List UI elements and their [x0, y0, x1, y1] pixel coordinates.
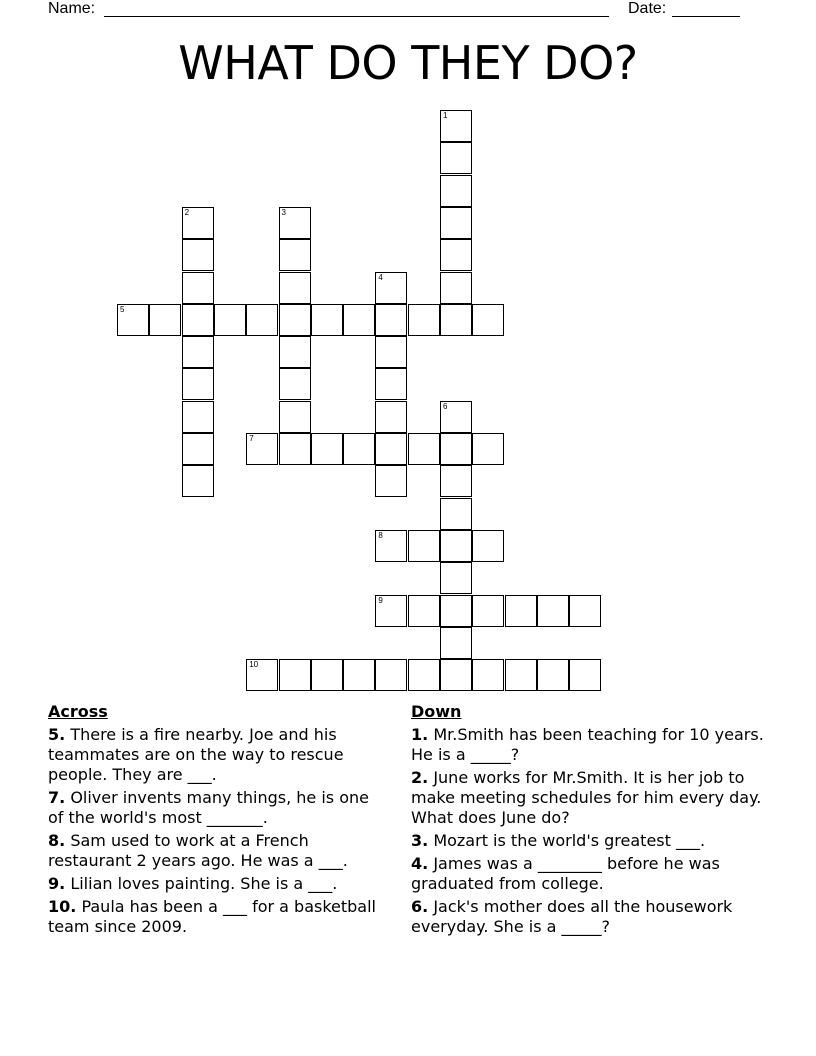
grid-cell[interactable] — [375, 304, 407, 336]
grid-cell[interactable] — [279, 659, 311, 691]
grid-cell[interactable] — [440, 401, 472, 433]
clue-number: 4 — [378, 272, 383, 282]
down-heading: Down — [411, 702, 462, 721]
grid-cell[interactable] — [311, 659, 343, 691]
clue-number: 9 — [378, 595, 383, 605]
clue-down-3: 3. Mozart is the world's greatest ___. — [411, 831, 706, 850]
grid-cell[interactable] — [182, 465, 214, 497]
name-label: Name: — [48, 0, 96, 17]
grid-cell[interactable] — [408, 433, 440, 465]
grid-cell[interactable] — [343, 433, 375, 465]
grid-cell[interactable] — [279, 272, 311, 304]
grid-cell[interactable] — [440, 175, 472, 207]
clue-number: 3 — [281, 207, 286, 217]
grid-cell[interactable] — [311, 433, 343, 465]
grid-cell[interactable] — [375, 530, 407, 562]
page-title: WHAT DO THEY DO? — [178, 36, 638, 90]
grid-cell[interactable] — [182, 272, 214, 304]
grid-cell[interactable] — [440, 465, 472, 497]
clue-down-6: 6. Jack's mother does all the housework everyday. She is a _____? — [411, 897, 733, 936]
grid-cell[interactable] — [375, 401, 407, 433]
grid-cell[interactable] — [440, 272, 472, 304]
grid-cell[interactable] — [375, 659, 407, 691]
grid-cell[interactable] — [505, 595, 537, 627]
grid-cell[interactable] — [505, 659, 537, 691]
grid-cell[interactable] — [440, 562, 472, 594]
grid-cell[interactable] — [408, 530, 440, 562]
grid-cell[interactable] — [440, 627, 472, 659]
clue-number: 10 — [249, 660, 259, 670]
grid-cell[interactable] — [117, 304, 149, 336]
grid-cell[interactable] — [472, 659, 504, 691]
grid-cell[interactable] — [279, 368, 311, 400]
down-clues — [411, 702, 771, 940]
across-clues — [48, 702, 388, 940]
grid-cell[interactable] — [569, 659, 601, 691]
grid-cell[interactable] — [472, 433, 504, 465]
grid-cell[interactable] — [375, 595, 407, 627]
clue-down-2: 2. June works for Mr.Smith. It is her job to make meeting schedules for him every day. What does June do? — [411, 768, 762, 827]
grid-cell[interactable] — [246, 433, 278, 465]
grid-cell[interactable] — [440, 239, 472, 271]
grid-cell[interactable] — [440, 498, 472, 530]
clue-down-1: 1. Mr.Smith has been teaching for 10 years. He is a _____? — [411, 725, 764, 764]
grid-cell[interactable] — [279, 401, 311, 433]
across-heading: Across — [48, 702, 108, 721]
clue-down-4: 4. James was a ________ before he was graduated from college. — [411, 854, 720, 893]
grid-cell[interactable] — [440, 304, 472, 336]
grid-cell[interactable] — [214, 304, 246, 336]
grid-cell[interactable] — [279, 207, 311, 239]
grid-cell[interactable] — [375, 433, 407, 465]
clue-number: 6 — [443, 401, 448, 411]
grid-cell[interactable] — [182, 304, 214, 336]
clue-across-8: 8. Sam used to work at a French restaurant 2 years ago. He was a ___. — [48, 831, 348, 870]
grid-cell[interactable] — [569, 595, 601, 627]
grid-cell[interactable] — [279, 336, 311, 368]
grid-cell[interactable] — [182, 433, 214, 465]
grid-cell[interactable] — [311, 304, 343, 336]
grid-cell[interactable] — [472, 530, 504, 562]
clue-number: 8 — [378, 530, 383, 540]
grid-cell[interactable] — [375, 336, 407, 368]
grid-cell[interactable] — [182, 336, 214, 368]
grid-cell[interactable] — [182, 368, 214, 400]
grid-cell[interactable] — [375, 272, 407, 304]
clue-number: 2 — [184, 207, 190, 217]
clue-number: 7 — [249, 434, 254, 443]
clue-across-9: 9. Lilian loves painting. She is a ___. — [48, 874, 338, 893]
clue-number: 1 — [443, 111, 448, 120]
grid-cell[interactable] — [182, 401, 214, 433]
grid-cell[interactable] — [440, 659, 472, 691]
grid-cell[interactable] — [472, 595, 504, 627]
grid-cell[interactable] — [343, 304, 375, 336]
grid-cell[interactable] — [375, 465, 407, 497]
date-label: Date: — [628, 0, 667, 17]
grid-cell[interactable] — [408, 304, 440, 336]
grid-cell[interactable] — [537, 659, 569, 691]
clue-across-10: 10. Paula has been a ___ for a basketball team since 2009. — [48, 897, 376, 936]
grid-cell[interactable] — [343, 659, 375, 691]
grid-cell[interactable] — [472, 304, 504, 336]
grid-cell[interactable] — [279, 304, 311, 336]
grid-cell[interactable] — [537, 595, 569, 627]
grid-cell[interactable] — [182, 239, 214, 271]
clue-across-7: 7. Oliver invents many things, he is one of the world's most _______. — [48, 788, 369, 827]
grid-cell[interactable] — [149, 304, 181, 336]
grid-cell[interactable] — [440, 433, 472, 465]
grid-cell[interactable] — [408, 659, 440, 691]
grid-cell[interactable] — [375, 368, 407, 400]
clue-across-5: 5. There is a fire nearby. Joe and his teammates are on the way to rescue people. They are ___. — [48, 725, 344, 784]
grid-cell[interactable] — [440, 595, 472, 627]
grid-cell[interactable] — [246, 659, 278, 691]
grid-cell[interactable] — [279, 433, 311, 465]
grid-cell[interactable] — [408, 595, 440, 627]
grid-cell[interactable] — [440, 110, 472, 142]
grid-cell[interactable] — [279, 239, 311, 271]
grid-cell[interactable] — [440, 530, 472, 562]
grid-cell[interactable] — [440, 142, 472, 174]
clue-number: 5 — [120, 304, 125, 314]
grid-cell[interactable] — [440, 207, 472, 239]
grid-cell[interactable] — [182, 207, 214, 239]
grid-cell[interactable] — [246, 304, 278, 336]
